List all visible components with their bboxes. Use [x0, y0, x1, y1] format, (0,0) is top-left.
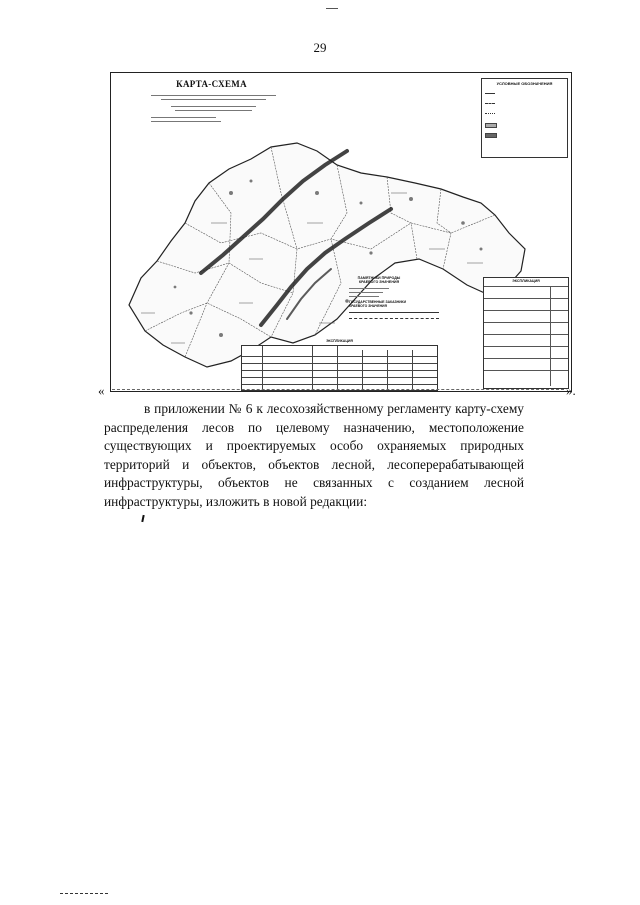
- explication-panel: [483, 277, 569, 389]
- map-legend-title: УСЛОВНЫЕ ОБОЗНАЧЕНИЯ: [496, 81, 553, 86]
- legend-row-2: [485, 103, 498, 107]
- page-number: 29: [313, 40, 327, 55]
- explication-row: [484, 334, 568, 345]
- close-quote: ».: [566, 383, 576, 398]
- scan-artifact-mark: [326, 8, 338, 9]
- explication-row: [484, 286, 568, 297]
- explication-row: [484, 358, 568, 369]
- map-subtitle-block: [151, 93, 276, 129]
- protected-areas-legend: [349, 276, 459, 336]
- map-title: КАРТА-СХЕМА: [176, 79, 247, 89]
- body-paragraph: [104, 400, 524, 512]
- open-quote: «: [98, 383, 105, 398]
- map-scheme-image: [110, 72, 572, 392]
- footer-scan-mark: [60, 893, 108, 895]
- legend-row-3: [485, 113, 498, 117]
- map-legend: [481, 78, 568, 158]
- statistics-table-title: ЭКСПЛИКАЦИЯ: [326, 339, 353, 343]
- explication-row: [484, 310, 568, 321]
- reserves-title: ГОСУДАРСТВЕННЫЕ ЗАКАЗНИКИ КРАЕВОГО ЗНАЧЕНИЯ: [349, 300, 407, 308]
- explication-row: [484, 322, 568, 333]
- explication-row: [484, 370, 568, 381]
- legend-row-1: [485, 93, 498, 97]
- statistics-table: [241, 339, 438, 391]
- stray-mark: [141, 515, 144, 522]
- explication-title: ЭКСПЛИКАЦИЯ: [512, 279, 540, 283]
- explication-row: [484, 346, 568, 357]
- explication-row: [484, 298, 568, 309]
- protected-areas-title: ПАМЯТНИКИ ПРИРОДЫ КРАЕВОГО ЗНАЧЕНИЯ: [357, 276, 401, 284]
- separator-dashes: [112, 389, 564, 390]
- amendment-text: в приложении № 6 к лесохозяйственному регламенту карту-схему распределения лесов по целевому назначению, местоположение существующих и проектируемых особо охраняемых природных территорий и объектов, объектов лесной, лесоперерабатывающей инфраструктуры, объектов не связанных с созданием лесной инфраструктуры, изложить в новой редакции:: [104, 401, 524, 509]
- legend-row-5: [485, 133, 500, 138]
- legend-row-4: [485, 123, 500, 128]
